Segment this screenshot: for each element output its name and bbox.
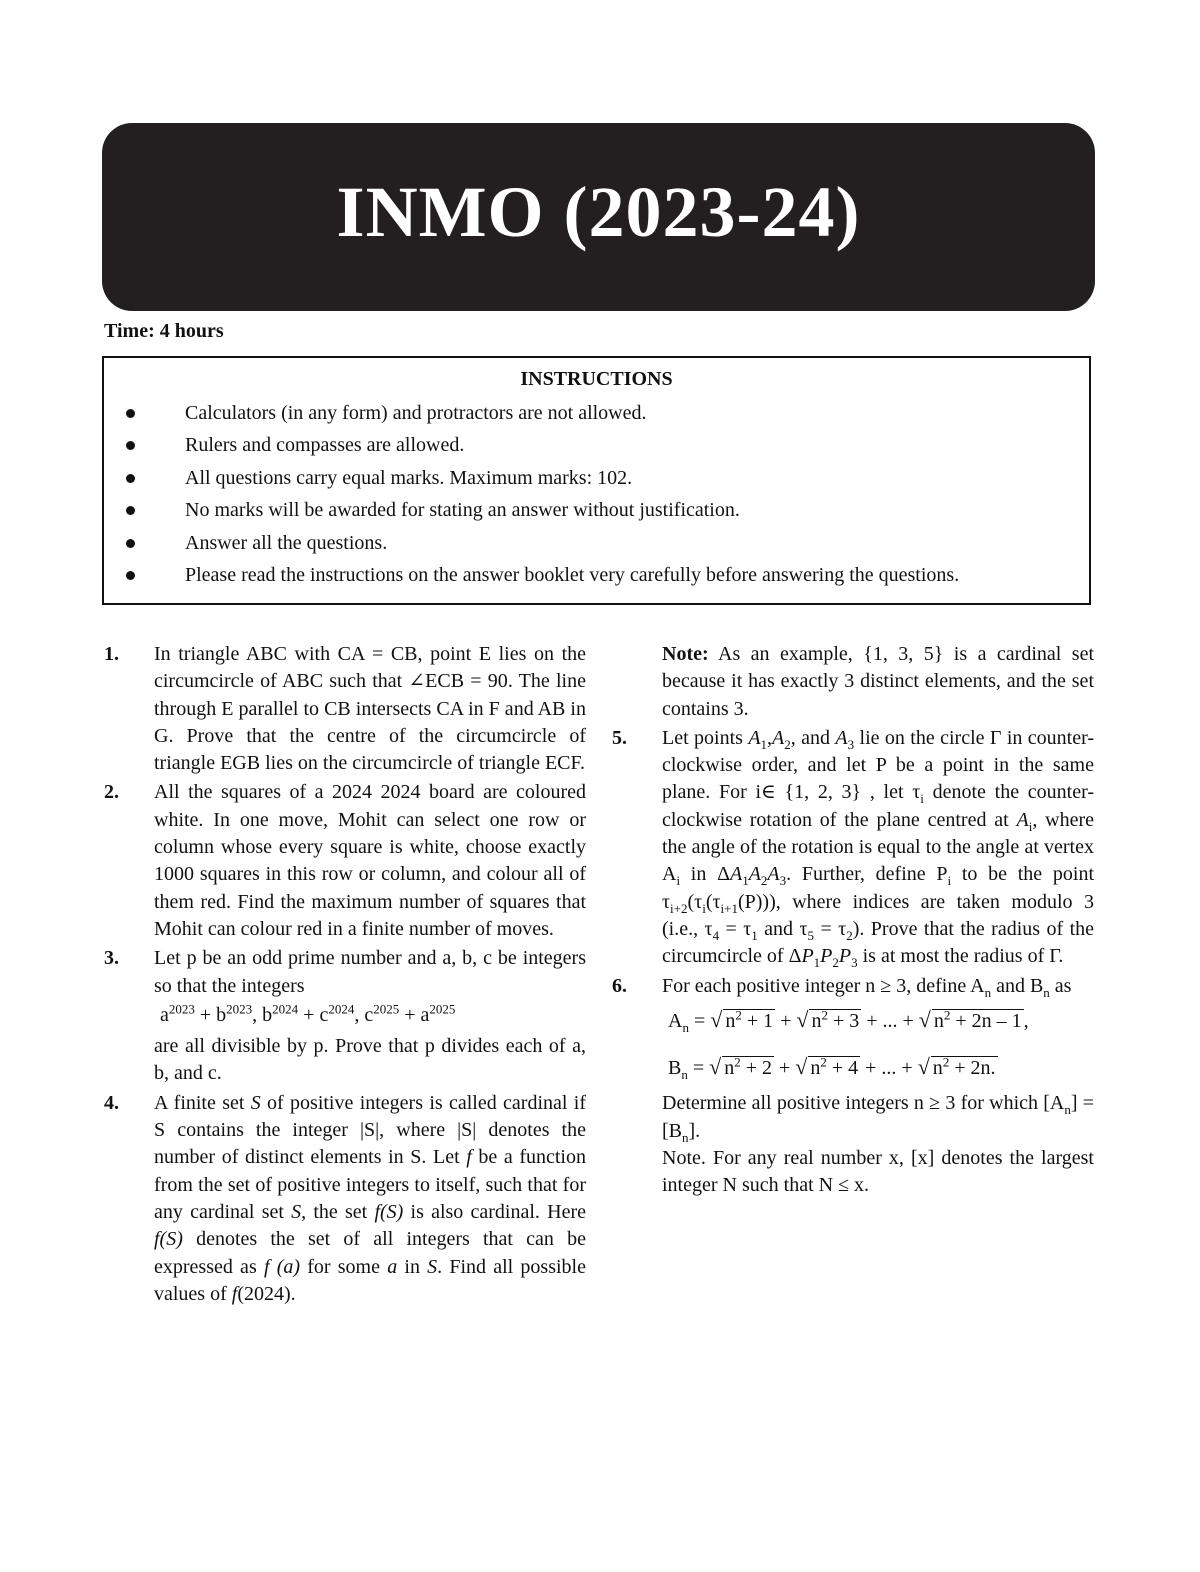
- question-1: 1. In triangle ABC with CA = CB, point E lies on the circumcircle of ABC such that ∠ECB = 90. The line through E parallel to CB intersects CA in F and AB in G. Prove that the centre of the circumcircle of triangle EGB lies on the circumcircle of triangle ECF.: [104, 643, 586, 775]
- question-number: 5.: [612, 726, 627, 749]
- bullet-icon: [126, 506, 135, 515]
- time-limit: Time: 4 hours: [104, 320, 224, 342]
- question-6: 6. For each positive integer n ≥ 3, define $A_n$ and $B_n$ as $A_n$ = √ $n^2 + 1$ + √ $n^2 + 3$ + ... + √ $n^2 + 2n - 1$ , $B_n$ = √ $n^2 + 2$ + √ $n^2 + 4$ + ... + √ $n^2 + 2n$. Determine all positive integers n ≥ 3 for which $[A_n] = [B_n]$. Note. For any real number x, [x] denotes the largest integer N such that N ≤ x.: [612, 973, 1094, 1200]
- title-banner: [102, 123, 1095, 311]
- question-number: 4.: [104, 1091, 119, 1114]
- instruction-item: No marks will be awarded for stating an answer without justification.: [104, 494, 1089, 526]
- question-number: 6.: [612, 974, 627, 997]
- page-title: INMO (2023-24): [336, 171, 861, 252]
- left-column: [104, 641, 586, 1310]
- question-2: 2. All the squares of a 2024 2024 board are coloured white. In one move, Mohit can select one row or column whose every square is white, choose exactly 1000 squares in this row or column, and colour all of them red. Find the maximum number of squares that Mohit can colour red in a finite number of moves.: [104, 781, 586, 940]
- question-number: 3.: [104, 947, 119, 970]
- question-3: 3. Let p be an odd prime number and a, b, c be integers so that the integers $a^{2023} + b^{2023}$, $b^{2024} + c^{2024}$, $c^{2025} + a^{2025}$ are all divisible by p. Prove that p divides each of a, b, and c.: [104, 947, 586, 1085]
- instruction-item: Calculators (in any form) and protractors are not allowed.: [104, 397, 1089, 429]
- equation-b: $B_n$ = √ $n^2 + 2$ + √ $n^2 + 4$ + ... + √ $n^2 + 2n$.: [668, 1054, 996, 1083]
- question-6-ask: Determine all positive integers n ≥ 3 for which $[A_n] = [B_n]$.: [662, 1092, 1094, 1145]
- question-number: 1.: [104, 643, 119, 665]
- instructions-box: [102, 356, 1091, 605]
- bullet-icon: [126, 474, 135, 483]
- question-4: 4. A finite set S of positive integers is called cardinal if S contains the integer |S|, where |S| denotes the number of distinct elements in S. Let f be a function from the set of positive integers to itself, such that for any cardinal set S, the set f(S) is also cardinal. Here f(S) denotes the set of all integers that can be expressed as f (a) for some a in S. Find all possible values of f(2024).: [104, 1091, 586, 1305]
- equation-a: $A_n$ = √ $n^2 + 1$ + √ $n^2 + 3$ + ... + √ $n^2 + 2n - 1$ ,: [668, 1006, 1029, 1035]
- instruction-item: Please read the instructions on the answer booklet very carefully before answering the questions.: [104, 559, 1089, 591]
- instruction-item: All questions carry equal marks. Maximum marks: 102.: [104, 462, 1089, 494]
- instruction-item: Answer all the questions.: [104, 527, 1089, 559]
- instructions-heading: INSTRUCTIONS: [520, 368, 673, 390]
- instruction-item: Rulers and compasses are allowed.: [104, 429, 1089, 461]
- right-column: [612, 641, 1094, 1202]
- question-number: 2.: [104, 781, 119, 804]
- bullet-icon: [126, 571, 135, 580]
- bullet-icon: [126, 441, 135, 450]
- bullet-icon: [126, 409, 135, 418]
- bullet-icon: [126, 539, 135, 548]
- question-5: 5. Let points $A_1,A_2$, and $A_3$ lie on the circle Γ in counter-clockwise order, and let P be a point in the same plane. For i∈ {1, 2, 3} , let $\tau_i$ denote the counter-clockwise rotation of the plane centred at $A_i$, where the angle of the rotation is equal to the angle at vertex $A_i$ in $\Delta A_1A_2A_3$. Further, define $P_i$ to be the point $\tau_{i+2}(\tau_i(\tau_{i+1}(P)))$, where indices are taken modulo 3 (i.e., $\tau_4 = \tau_1$ and $\tau_5 = \tau_2$). Prove that the radius of the circumcircle of $\Delta P_1P_2P_3$ is at most the radius of Γ.: [612, 726, 1095, 971]
- floor-note: Note. For any real number x, [x] denotes the largest integer N such that N ≤ x.: [662, 1147, 1094, 1197]
- expression-line: $a^{2023} + b^{2023}$, $b^{2024} + c^{2024}$, $c^{2025} + a^{2025}$: [160, 1001, 456, 1026]
- instructions-list: [104, 397, 1089, 591]
- cardinal-note: Note: As an example, {1, 3, 5} is a cardinal set because it has exactly 3 distinct elements, and the set contains 3.: [662, 643, 1094, 720]
